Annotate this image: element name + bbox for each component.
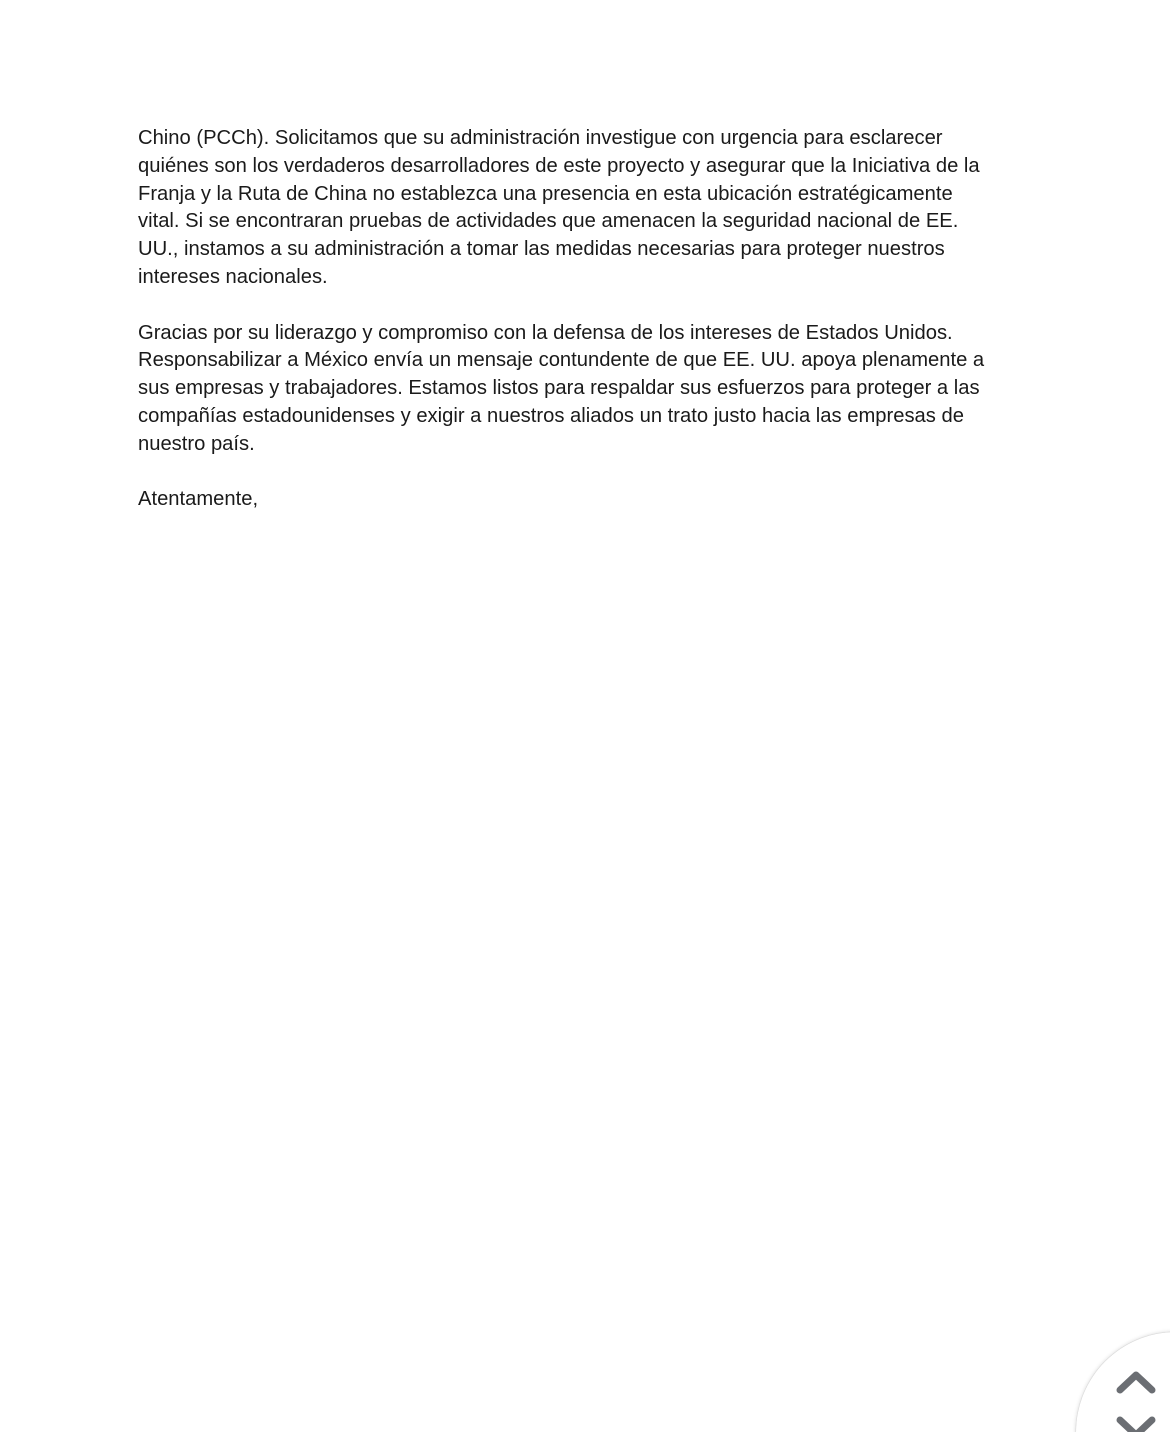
paragraph-security-request: Chino (PCCh). Solicitamos que su administración investigue con urgencia para esclarecer quiénes son los verdaderos desarrolladores de este proyecto y asegurar que la Iniciativa de la Franja y la Ruta de China no establezca una presencia en esta ubicación estratégicamente vital. Si se encontraran pruebas de actividades que amenacen la seguridad nacional de EE. UU., instamos a su administración a tomar las medidas necesarias para proteger nuestros intereses nacionales. bbox=[138, 127, 980, 288]
letter-body bbox=[138, 125, 1038, 542]
previous-page-button[interactable] bbox=[1116, 1366, 1156, 1396]
chevron-down-icon bbox=[1116, 1412, 1156, 1432]
chevron-up-icon bbox=[1116, 1366, 1156, 1396]
closing-salutation: Atentamente, bbox=[138, 488, 259, 511]
next-page-button[interactable] bbox=[1116, 1412, 1156, 1432]
page-navigation-widget bbox=[1076, 1332, 1170, 1432]
paragraph-thanks: Gracias por su liderazgo y compromiso con la defensa de los intereses de Estados Unidos. Responsabilizar a México envía un mensaje contundente de que EE. UU. apoya plenamente a sus empresas y trabajadores. Estamos listos para respaldar sus esfuerzos para proteger a las compañías estadounidenses y exigir a nuestros aliados un trato justo hacia las empresas de nuestro país. bbox=[138, 321, 985, 455]
